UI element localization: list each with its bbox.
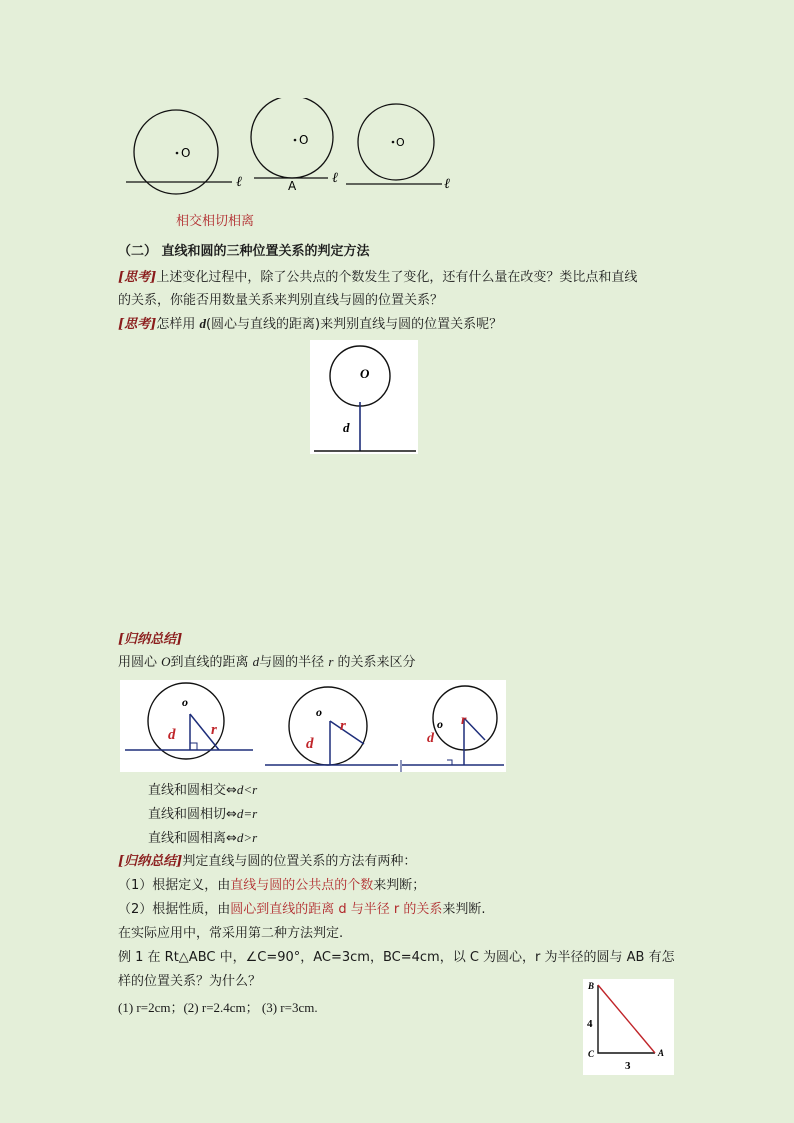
side-ca-label: 3	[625, 1060, 631, 1072]
fig3-o2: o	[316, 705, 322, 719]
method-1: （1）根据定义，由直线与圆的公共点的个数来判断；	[118, 878, 426, 893]
center-label-3: O	[396, 136, 405, 149]
relation-tangent: 直线和圆相切⇔d=r	[148, 806, 258, 822]
fig3-o3: o	[437, 717, 443, 731]
fig3-d3: d	[427, 731, 434, 746]
center-label: O	[360, 366, 370, 381]
center-label-2: O	[299, 133, 309, 147]
vertex-c: C	[588, 1049, 595, 1059]
figure-caption: 相交相切相离	[176, 214, 255, 229]
center-label-1: O	[181, 146, 191, 160]
summary-tag-2: [归纳总结]	[118, 854, 183, 869]
vertex-a: A	[658, 1048, 665, 1058]
think-paragraph-2: [思考]怎样用 d(圆心与直线的距离)来判别直线与圆的位置关系呢？	[118, 316, 503, 332]
think1-line2: 的关系，你能否用数量关系来判别直线与圆的位置关系？	[118, 293, 444, 308]
think-tag-1: [思考]	[118, 270, 157, 285]
relation-intersect: 直线和圆相交⇔d<r	[148, 782, 258, 798]
example-line-1: 例 1 在 Rt△ABC 中，∠C=90°，AC=3cm，BC=4cm，以 C 为圆心，r 为半径的圆与 AB 有怎	[118, 950, 675, 965]
figure-dr-comparison	[120, 680, 506, 772]
side-bc-label: 4	[587, 1018, 593, 1030]
fig3-d2: d	[306, 736, 314, 752]
circle-tangent	[251, 98, 333, 178]
think1-line1: 上述变化过程中，除了公共点的个数发生了变化，还有什么量在改变？类比点和直线	[156, 270, 638, 285]
relation-separate: 直线和圆相离⇔d>r	[148, 830, 258, 846]
tangent-point-label: A	[288, 179, 297, 193]
think-tag-2: [思考]	[118, 317, 157, 332]
fig3-o1: o	[182, 695, 188, 709]
fig3-r2: r	[340, 718, 346, 734]
figure-three-positions	[120, 98, 460, 198]
figure-triangle	[583, 979, 674, 1075]
fig3-r3: r	[461, 713, 467, 728]
line-label-2: ℓ	[332, 171, 338, 186]
example-line-3: (1) r=2cm；(2) r=2.4cm； (3) r=3cm.	[118, 1000, 318, 1015]
method-2: （2）根据性质，由圆心到直线的距离 d 与半径 r 的关系来判断.	[118, 902, 486, 917]
var-d: d	[199, 316, 206, 331]
think-paragraph-1	[118, 268, 637, 287]
fig3-r1: r	[211, 722, 217, 738]
distance-label: d	[343, 420, 350, 435]
vertex-b: B	[588, 981, 595, 991]
summary-tag-1: [归纳总结]	[118, 632, 183, 647]
summary2-text: [归纳总结]判定直线与圆的位置关系的方法有两种：	[118, 854, 417, 869]
fig3-d1: d	[168, 727, 176, 743]
line-label-3: ℓ	[444, 177, 450, 192]
practice-note: 在实际应用中，常采用第二种方法判定.	[118, 926, 344, 941]
section-title: （二） 直线和圆的三种位置关系的判定方法	[118, 244, 370, 259]
line-label-1: ℓ	[236, 175, 242, 190]
summary1-text: 用圆心 O到直线的距离 d与圆的半径 r 的关系来区分	[118, 654, 416, 670]
example-line-2: 样的位置关系？为什么？	[118, 974, 262, 989]
figure-distance	[310, 340, 418, 454]
